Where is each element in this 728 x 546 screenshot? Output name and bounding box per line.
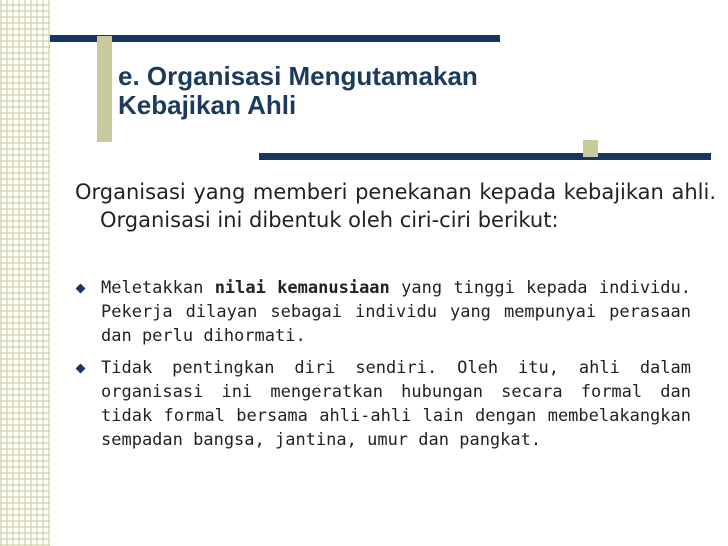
top-decorative-bar [50,35,500,42]
diamond-bullet-icon [76,364,86,374]
slide-title [118,62,678,120]
diamond-bullet-icon [76,284,86,294]
right-accent-block [583,140,598,157]
bullet-item [75,276,691,348]
slide-title-line-2: Kebajikan Ahli [118,90,297,120]
bullet-list [75,276,691,460]
title-accent-block [97,36,112,142]
decorative-checker-stripe [0,0,50,546]
bullet-text-before: Meletakkan [101,278,215,298]
middle-decorative-bar [259,153,711,160]
bullet-text-after: yang tinggi kepada individu. Pekerja dilayan sebagai individu yang mempunyai perasaan dan perlu dihormati. [101,278,691,346]
bullet-emphasis: nilai kemanusiaan [214,278,390,298]
bullet-item [75,356,691,452]
slide-title-line-1: e. Organisasi Mengutamakan [118,61,478,91]
intro-paragraph: Organisasi yang memberi penekanan kepada kebajikan ahli. Organisasi ini dibentuk oleh ciri-ciri berikut: [75,180,716,232]
bullet-text: Tidak pentingkan diri sendiri. Oleh itu, ahli dalam organisasi ini mengeratkan hubungan secara formal dan tidak formal bersama ahli-ahli lain dengan membelakangkan sempadan bangsa, jantina, umur dan pangkat. [101,358,691,450]
